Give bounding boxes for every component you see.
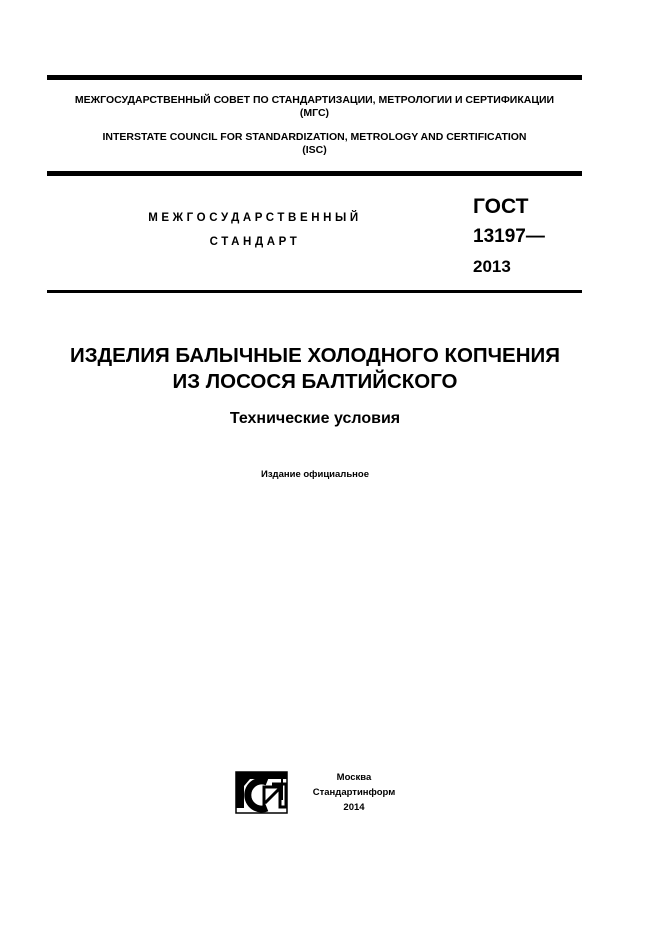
council-name-en-line1: INTERSTATE COUNCIL FOR STANDARDIZATION, METROLOGY AND CERTIFICATION xyxy=(102,131,527,143)
document-subtitle: Технические условия xyxy=(229,410,401,427)
council-name-en xyxy=(47,131,582,157)
publication-year: 2014 xyxy=(343,802,365,813)
publisher-city: Москва xyxy=(336,772,372,783)
council-abbr-ru: (МГС) xyxy=(299,107,330,119)
header-rule xyxy=(47,171,582,176)
standard-rule xyxy=(47,290,582,293)
standartinform-logo-icon xyxy=(234,770,288,815)
top-rule xyxy=(47,75,582,80)
document-title-line1: ИЗДЕЛИЯ БАЛЫЧНЫЕ ХОЛОДНОГО КОПЧЕНИЯ xyxy=(69,344,561,367)
council-abbr-en: (ISC) xyxy=(302,144,327,156)
standard-type-line1: МЕЖГОСУДАРСТВЕННЫЙ xyxy=(148,212,362,224)
gost-year: 2013 xyxy=(473,257,511,276)
council-name-ru xyxy=(47,94,582,120)
standard-type-line2: СТАНДАРТ xyxy=(209,236,301,248)
document-title-line2: ИЗ ЛОСОСЯ БАЛТИЙСКОГО xyxy=(172,370,458,393)
council-name-ru-line1: МЕЖГОСУДАРСТВЕННЫЙ СОВЕТ ПО СТАНДАРТИЗАЦИИ, МЕТРОЛОГИИ И СЕРТИФИКАЦИИ xyxy=(74,94,555,106)
publisher-name: Стандартинформ xyxy=(312,787,396,798)
edition-note: Издание официальное xyxy=(261,469,369,480)
gost-label: ГОСТ xyxy=(473,195,529,218)
gost-number: 13197— xyxy=(473,226,545,247)
